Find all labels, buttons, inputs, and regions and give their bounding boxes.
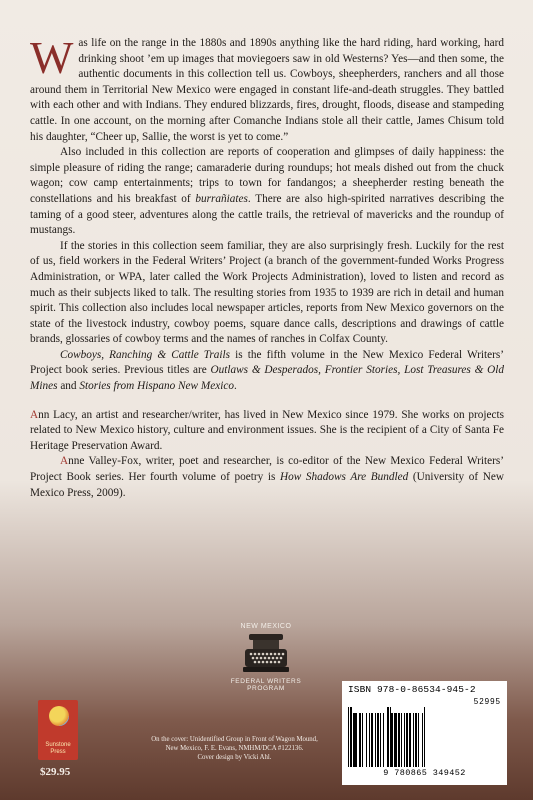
bio-anne-valley-fox: Anne Valley-Fox, writer, poet and researcher, is co-editor of the New Mexico Federal Writers’ Project Book series. Her fourth volume of poetry is How Shadows Are Bundled (University of New Mexico Press, 2009). bbox=[30, 455, 504, 499]
isbn-text: ISBN 978-0-86534-945-2 bbox=[348, 684, 476, 695]
price: $29.95 bbox=[40, 766, 71, 778]
back-cover-copy bbox=[30, 32, 504, 501]
publisher-logo bbox=[38, 700, 78, 760]
barcode-number: 9 780865 349452 bbox=[383, 768, 466, 778]
drop-cap: W bbox=[30, 32, 74, 83]
author-bios bbox=[30, 408, 504, 502]
isbn-barcode bbox=[342, 681, 507, 785]
logo-line-1: NEW MEXICO bbox=[240, 623, 292, 630]
cover-credits: On the cover: Unidentified Group in Front of Wagon Mound, New Mexico, F. E. Evans, NMHM/DCA #122136. Cover design by Vicki Ahl. bbox=[151, 736, 318, 761]
publisher-name-line-1: Sunstone bbox=[45, 742, 71, 748]
sun-icon bbox=[49, 706, 69, 726]
publisher-name-line-2: Press bbox=[50, 749, 66, 755]
intro-paragraph-2: Also included in this collection are reports of cooperation and glimpses of daily happiness: the simple pleasure of riding the range; camaraderie during roundups; hot meals dished out from the chuck wagon; cow camp entertainments; trips to town for fandangos; a sheepherder resting beneath the constellations and his breakfast of burrañiates. There are also high-spirited narratives describing the taming of a good steer, adventures along the cattle trails, the retrieval of mavericks and the roundup of mustangs. bbox=[30, 146, 504, 237]
typewriter-icon bbox=[221, 632, 311, 676]
price-code: 52995 bbox=[473, 697, 501, 706]
barcode-bars bbox=[348, 707, 501, 767]
bio-ann-lacy: Ann Lacy, an artist and researcher/writer, has lived in New Mexico since 1979. She works on projects related to New Mexico history, culture and environment issues. She is the recipient of a City of Santa Fe Heritage Preservation Award. bbox=[30, 408, 504, 452]
federal-writers-program-logo bbox=[221, 623, 311, 713]
intro-paragraph-3: If the stories in this collection seem familiar, they are also surprisingly fresh. Luckily for the rest of us, field workers in the Federal Writers’ Project (a branch of the government-funded Works Progress Administration, or WPA, later called the Work Projects Administration), loved to listen and record as much as their subjects liked to talk. The resulting stories from 1935 to 1939 are rich in detail and human spirit. This collection also includes local newspaper articles, reports from New Mexico governors on the state of the livestock industry, cowboy poems, square dance calls, descriptions and drawings of cattle brands, glossaries of cowboy terms and the names of ranches in Colfax County. bbox=[30, 239, 504, 346]
logo-line-2: FEDERAL WRITERS PROGRAM bbox=[230, 678, 302, 692]
intro-paragraph-4: Cowboys, Ranching & Cattle Trails is the fifth volume in the New Mexico Federal Writers’ Project book series. Previous titles are Outlaws & Desperados, Frontier Stories, Lost Treasures & Old Mines and Stories from Hispano New Mexico. bbox=[30, 348, 504, 393]
intro-paragraph-1: Was life on the range in the 1880s and 1890s anything like the hard riding, hard working, hard drinking shoot ’em up images that moviegoers saw in old Westerns? Yes—and then some, the authentic documents in this collection tell us. Cowboys, sheepherders, ranchers and all those around them in Territorial New Mexico were engaged in constant life-and-death struggles. They battled with each other and with Indians. They endured blizzards, fires, drought, floods, disease and stampeding cattle. In one account, on the morning after Comanche Indians stole all their cattle, James Chisum told his daughter, “Cheer up, Sallie, the worst is yet to come.” bbox=[30, 32, 504, 143]
